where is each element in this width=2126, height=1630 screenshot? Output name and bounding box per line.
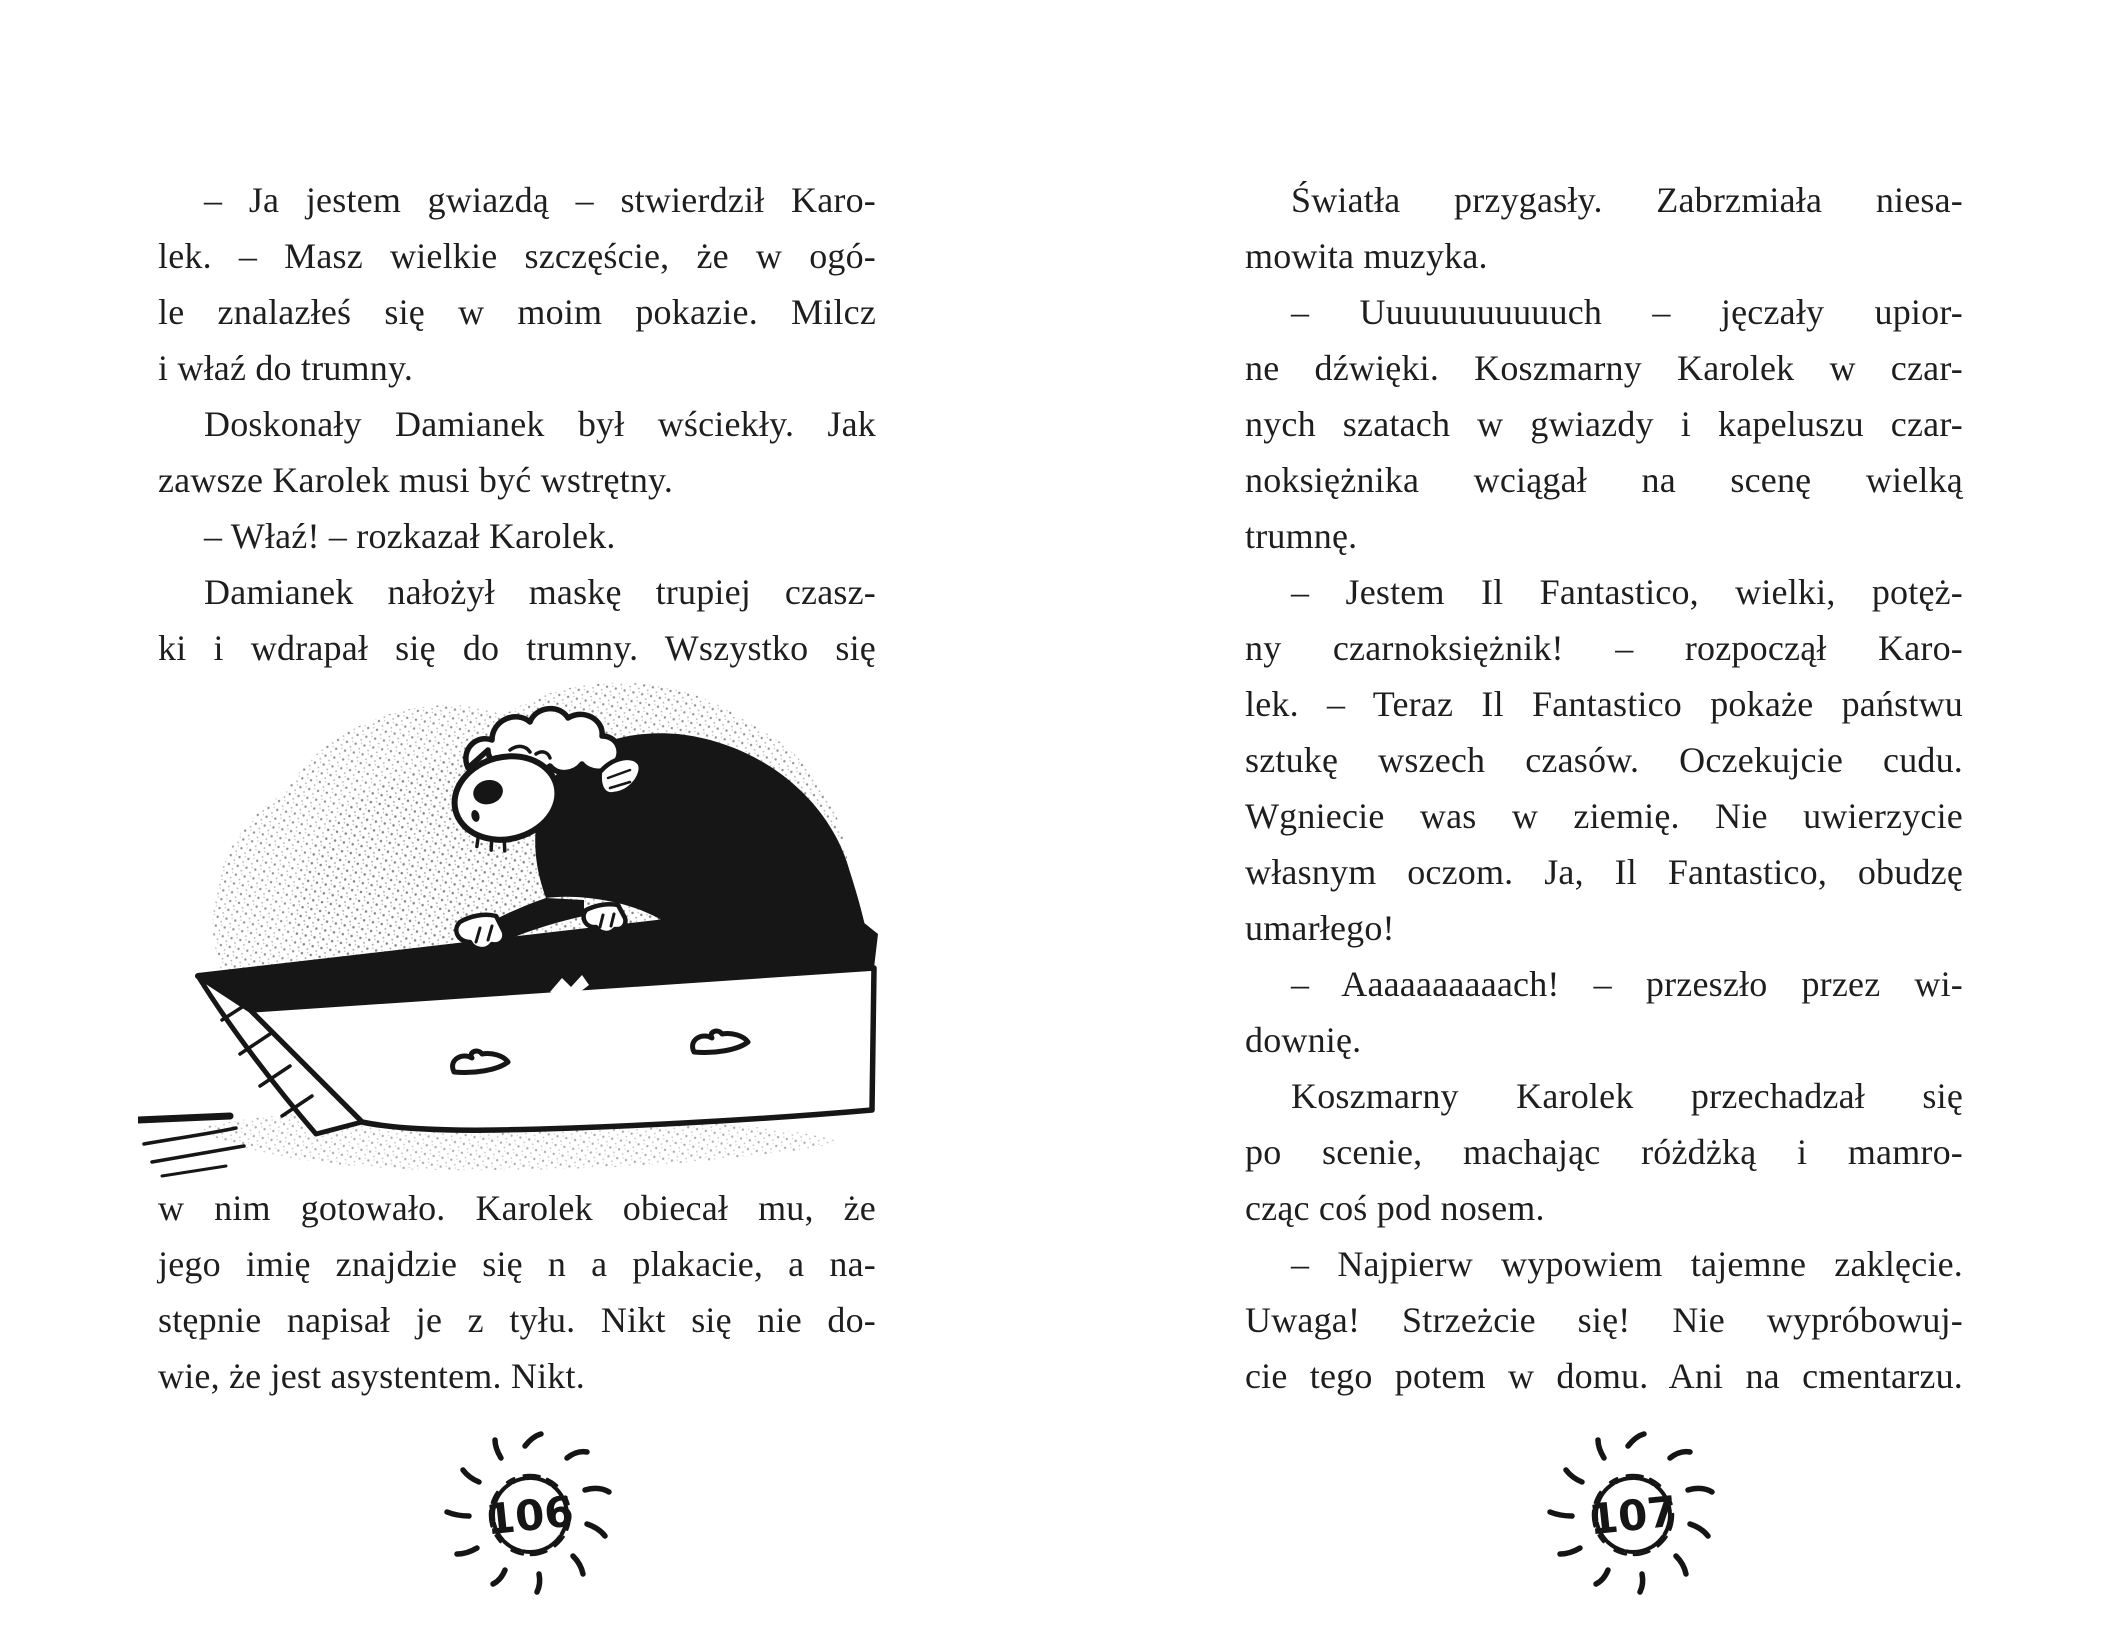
text-line: umarłego!	[1245, 908, 1395, 948]
text-line: – Aaaaaaaaaach! – przeszło przez wi-	[1291, 964, 1963, 1004]
text-line: – Ja jestem gwiazdą – stwierdził Karo-	[204, 180, 876, 220]
text-line: – Najpierw wypowiem tajemne zaklęcie.	[1291, 1244, 1963, 1284]
text-line: po scenie, machając różdżką i mamro-	[1245, 1132, 1963, 1172]
text-line: mowita muzyka.	[1245, 236, 1488, 276]
page-number: 106	[483, 1486, 576, 1545]
text-line: downię.	[1245, 1020, 1362, 1060]
left-page	[158, 172, 876, 1404]
text-line: ne dźwięki. Koszmarny Karolek w czar-	[1245, 348, 1963, 388]
page-number-badge-left	[435, 1428, 625, 1603]
text-line: lek. – Teraz Il Fantastico pokaże państwu	[1245, 684, 1963, 724]
text-line: trumnę.	[1245, 516, 1358, 556]
text-line: sztukę wszech czasów. Oczekujcie cudu.	[1245, 740, 1963, 780]
text-block	[1245, 172, 1963, 1404]
text-line: – Uuuuuuuuuuuch – jęczały upior-	[1291, 292, 1963, 332]
text-line: Wgniecie was w ziemię. Nie uwierzycie	[1245, 796, 1963, 836]
text-line: jego imię znajdzie się n a plakacie, a na-	[158, 1244, 876, 1284]
right-page	[1245, 172, 1963, 1404]
text-line: – Jestem Il Fantastico, wielki, potęż-	[1291, 572, 1963, 612]
hand	[584, 904, 626, 933]
text-block-upper	[158, 172, 876, 676]
text-line: cie tego potem w domu. Ani na cmentarzu.	[1245, 1356, 1963, 1396]
page-number: 107	[1586, 1486, 1679, 1545]
text-line: nych szatach w gwiazdy i kapeluszu czar-	[1245, 404, 1963, 444]
text-line: lek. – Masz wielkie szczęście, że w ogó-	[158, 236, 876, 276]
text-line: – Właź! – rozkazał Karolek.	[204, 516, 616, 556]
text-line: własnym oczom. Ja, Il Fantastico, obudzę	[1245, 852, 1963, 892]
text-line: w nim gotowało. Karolek obiecał mu, że	[158, 1188, 876, 1228]
text-line: stępnie napisał je z tyłu. Nikt się nie do-	[158, 1300, 876, 1340]
text-line: zawsze Karolek musi być wstrętny.	[158, 460, 674, 500]
text-line: ny czarnoksiężnik! – rozpoczął Karo-	[1245, 628, 1963, 668]
text-line: le znalazłeś się w moim pokazie. Milcz	[158, 292, 876, 332]
text-line: Damianek nałożył maskę trupiej czasz-	[204, 572, 876, 612]
text-line: cząc coś pod nosem.	[1245, 1188, 1545, 1228]
illustration-container	[158, 676, 876, 1180]
text-line: ki i wdrapał się do trumny. Wszystko się	[158, 628, 876, 668]
sun-doodle	[435, 1428, 625, 1603]
page-number-badge-right	[1538, 1428, 1728, 1603]
text-line: i właź do trumny.	[158, 348, 414, 388]
sun-doodle	[1538, 1428, 1728, 1603]
text-line: Koszmarny Karolek przechadzał się	[1291, 1076, 1963, 1116]
coffin-illustration	[138, 676, 898, 1180]
text-line: Światła przygasły. Zabrzmiała niesa-	[1291, 180, 1963, 220]
text-line: Uwaga! Strzeżcie się! Nie wypróbowuj-	[1245, 1300, 1963, 1340]
text-block-lower	[158, 1180, 876, 1404]
text-line: wie, że jest asystentem. Nikt.	[158, 1356, 585, 1396]
text-line: Doskonały Damianek był wściekły. Jak	[204, 404, 876, 444]
text-line: noksiężnika wciągał na scenę wielką	[1245, 460, 1963, 500]
